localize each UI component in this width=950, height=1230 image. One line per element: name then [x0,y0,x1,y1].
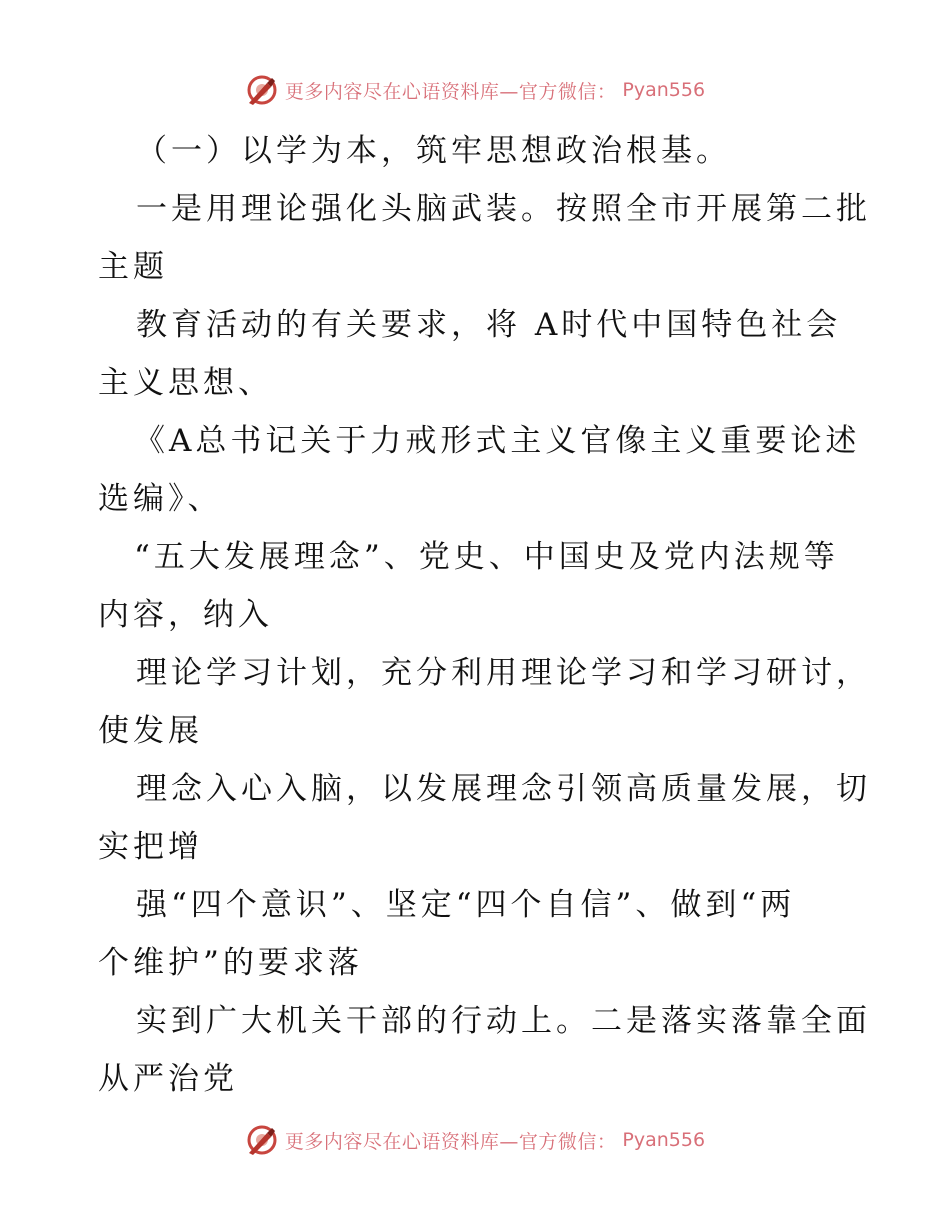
text-line: （一）以学为本，筑牢思想政治根基。 [136,133,731,169]
text-line: 主义思想、 [98,365,273,401]
pen-logo-icon [245,1123,279,1157]
text-line: 内容，纳入 [98,597,273,633]
text-line: 主题 [98,249,168,285]
text-line: 选编》、 [98,481,223,517]
text-line: 使发展 [98,713,203,749]
text-line: 《A总书记关于力戒形式主义官像主义重要论述 [134,423,861,459]
text-line: 强“四个意识”、坚定“四个自信”、做到“两 [136,887,796,923]
text-line: 实把增 [98,829,203,865]
banner-wechat-id: Pyan556 [622,1129,706,1151]
text-line: 理论学习计划，充分利用理论学习和学习研讨， [136,655,871,691]
banner-wechat-id: Pyan556 [622,79,706,101]
banner-text: 更多内容尽在心语资料库—官方微信： [284,1130,617,1153]
text-line: 个维护”的要求落 [98,945,363,981]
banner-text: 更多内容尽在心语资料库—官方微信： [284,80,617,103]
document-body [98,122,871,1108]
pen-logo-icon [245,73,279,107]
header-watermark-banner [0,70,950,110]
text-line: 一是用理论强化头脑武装。按照全市开展第二批 [136,191,871,227]
footer-watermark-banner [0,1120,950,1160]
text-line: 理念入心入脑，以发展理念引领高质量发展，切 [136,771,871,807]
text-line: 教育活动的有关要求，将 A时代中国特色社会 [136,307,842,343]
text-line: 实到广大机关干部的行动上。二是落实落靠全面 [136,1003,871,1039]
text-line: 从严治党 [98,1061,238,1097]
text-line: “五大发展理念”、党史、中国史及党内法规等 [134,539,839,575]
